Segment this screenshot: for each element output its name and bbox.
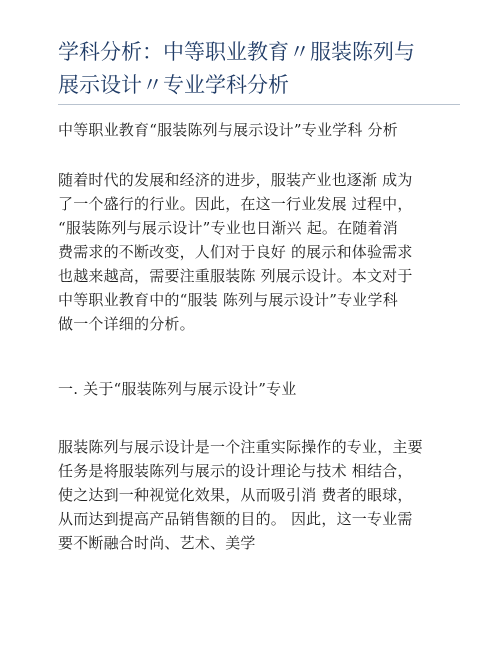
title-line: 学科分析：中等职业教育〃服装陈列与 [58,40,415,64]
paragraph-line: 服装陈列与展示设计是一个注重实际操作的专业，主要 [58,438,423,456]
title-line: 展示设计〃专业学科分析 [58,73,289,97]
paragraph-line: 随着时代的发展和经济的进步，服装产业也逐渐 成为 [58,171,413,189]
paragraph-line: 使之达到一种视觉化效果，从而吸引消 费者的眼球， [58,486,413,504]
intro-paragraph [58,168,413,336]
paragraph-line: 中等职业教育中的“服装 陈列与展示设计”专业学科 [58,291,398,309]
title-divider [58,104,460,105]
paragraph-line: “服装陈列与展示设计”专业也日渐兴 起。在随着消 [58,219,398,237]
document-title [58,36,458,102]
document-subtitle: 中等职业教育“服装陈列与展示设计”专业学科 分析 [58,121,398,139]
paragraph-line: 做一个详细的分析。 [58,315,195,333]
section-heading: 一. 关于“服装陈列与展示设计”专业 [58,380,297,398]
section-paragraph [58,435,423,555]
paragraph-line: 任务是将服装陈列与展示的设计理论与技术 相结合， [58,462,413,480]
paragraph-line: 要不断融合时尚、艺术、美学 [58,534,256,552]
paragraph-line: 也越来越高，需要注重服装陈 列展示设计。本文对于 [58,267,413,285]
paragraph-line: 费需求的不断改变，人们对于良好 的展示和体验需求 [58,243,413,261]
paragraph-line: 从而达到提高产品销售额的目的。 因此，这一专业需 [58,510,413,528]
paragraph-line: 了一个盛行的行业。因此，在这一行业发展 过程中， [58,195,413,213]
